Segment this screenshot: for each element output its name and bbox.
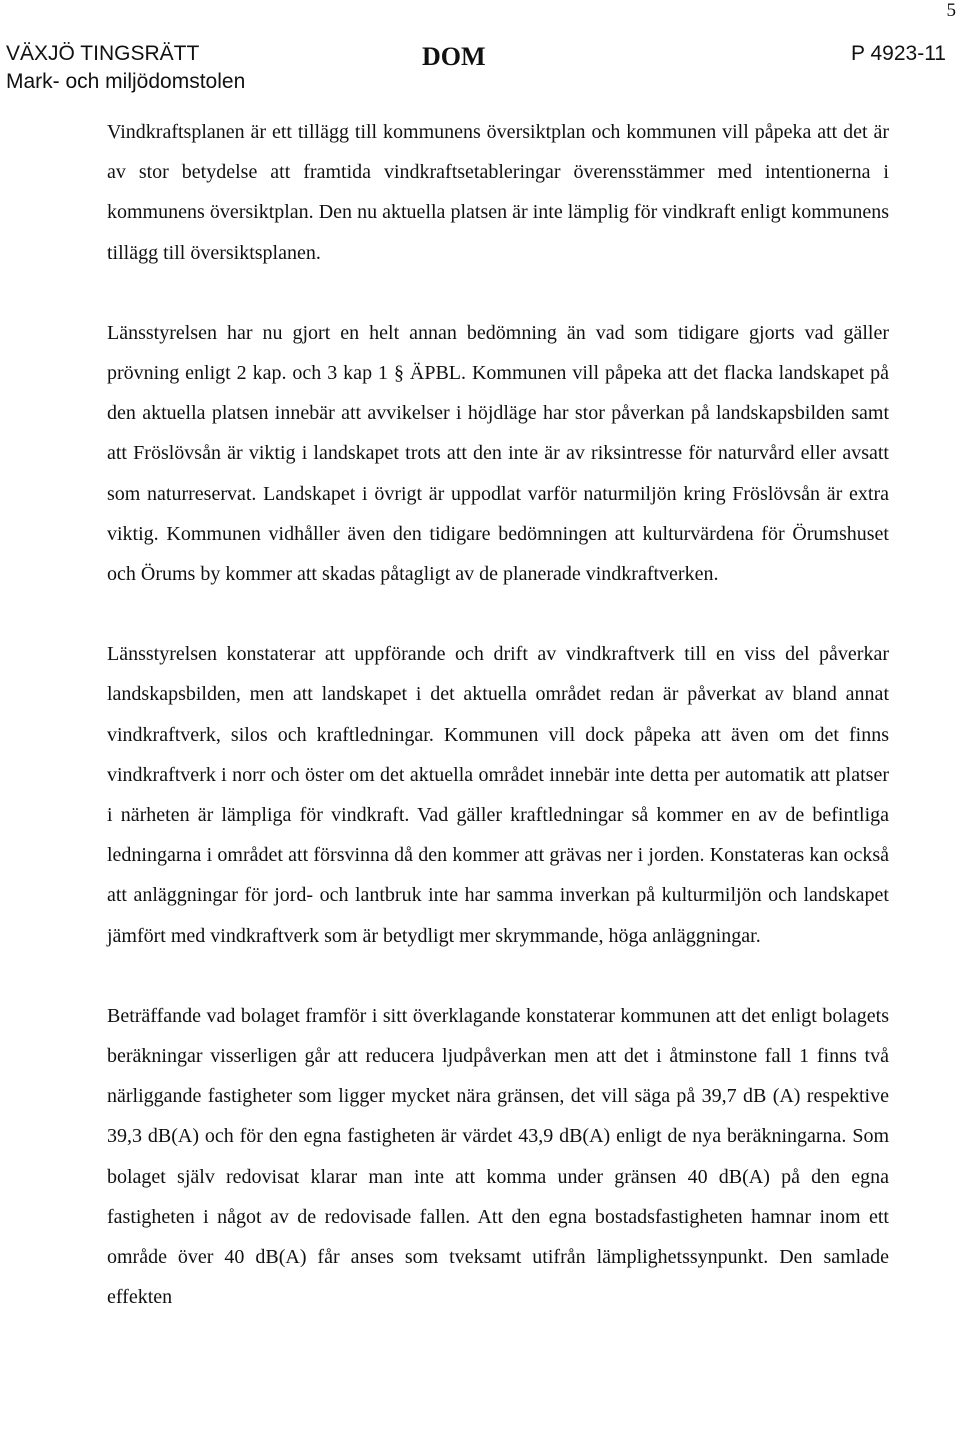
court-division: Mark- och miljödomstolen [6, 70, 246, 93]
paragraph-bolaget-overklagande: Beträffande vad bolaget framför i sitt överklagande konstaterar kommunen att det enligt bolagets beräkningar visserligen går att reducera ljudpåverkan men att det i åtminstone fall 1 finns två närliggande fastigheter som ligger mycket nära gränsen, det vill säga på 39,7 dB (A) respektive 39,3 dB(A) och för den egna fastigheten är värdet 43,9 dB(A) enligt de nya beräkningarna. Som bolaget själv redovisat klarar man inte att komma under gränsen 40 dB(A) på den egna fastigheten i något av de redovisade fallen. Att den egna bostadsfastigheten hamnar inom ett område över 40 dB(A) får anses som tveksamt utifrån lämplighetssynpunkt. Den samlade effekten [107, 1004, 889, 1309]
paragraph-lansstyrelsen-bedomning: Länsstyrelsen har nu gjort en helt annan bedömning än vad som tidigare gjorts vad gäller prövning enligt 2 kap. och 3 kap 1 § ÄPBL. Kommunen vill påpeka att det flacka landskapet på den aktuella platsen innebär att avvikelser i höjdläge har stor påverkan på landskapsbilden samt att Fröslövsån är viktig i landskapet trots att den inte är av riksintresse för naturvård eller avsatt som naturreservat. Landskapet i övrigt är uppodlat varför naturmiljön kring Fröslövsån är extra viktig. Kommunen vidhåller även den tidigare bedömningen att kulturvärdena för Örumshuset och Örums by kommer att skadas påtagligt av de planerade vindkraftverken. [107, 321, 889, 586]
document-body [107, 112, 889, 1317]
page-number: 5 [946, 0, 956, 21]
court-name: VÄXJÖ TINGSRÄTT [6, 42, 200, 65]
paragraph-vindkraftsplanen: Vindkraftsplanen är ett tillägg till kommunens översiktplan och kommunen vill påpeka att det är av stor betydelse att framtida vindkraftsetableringar överensstämmer med intentionerna i kommunens översiktplan. Den nu aktuella platsen är inte lämplig för vindkraft enligt kommunens tillägg till översiktsplanen. [107, 121, 889, 264]
case-number: P 4923-11 [851, 42, 946, 65]
paragraph-lansstyrelsen-konstaterar: Länsstyrelsen konstaterar att uppförande och drift av vindkraftverk till en viss del påverkar landskapsbilden, men att landskapet i det aktuella området redan är påverkat av bland annat vindkraftverk, silos och kraftledningar. Kommunen vill dock påpeka att även om det finns vindkraftverk i norr och öster om det aktuella området innebär inte detta per automatik att platser i närheten är lämpliga för vindkraft. Vad gäller kraftledningar så kommer en av de befintliga ledningarna i området att försvinna då den kommer att grävas ner i jorden. Konstateras kan också att anläggningar för jord- och lantbruk inte har samma inverkan på kulturmiljön och landskapet jämfört med vindkraftverk som är betydligt mer skrymmande, höga anläggningar. [107, 643, 889, 947]
document-header [6, 40, 946, 98]
document-type: DOM [422, 42, 486, 71]
